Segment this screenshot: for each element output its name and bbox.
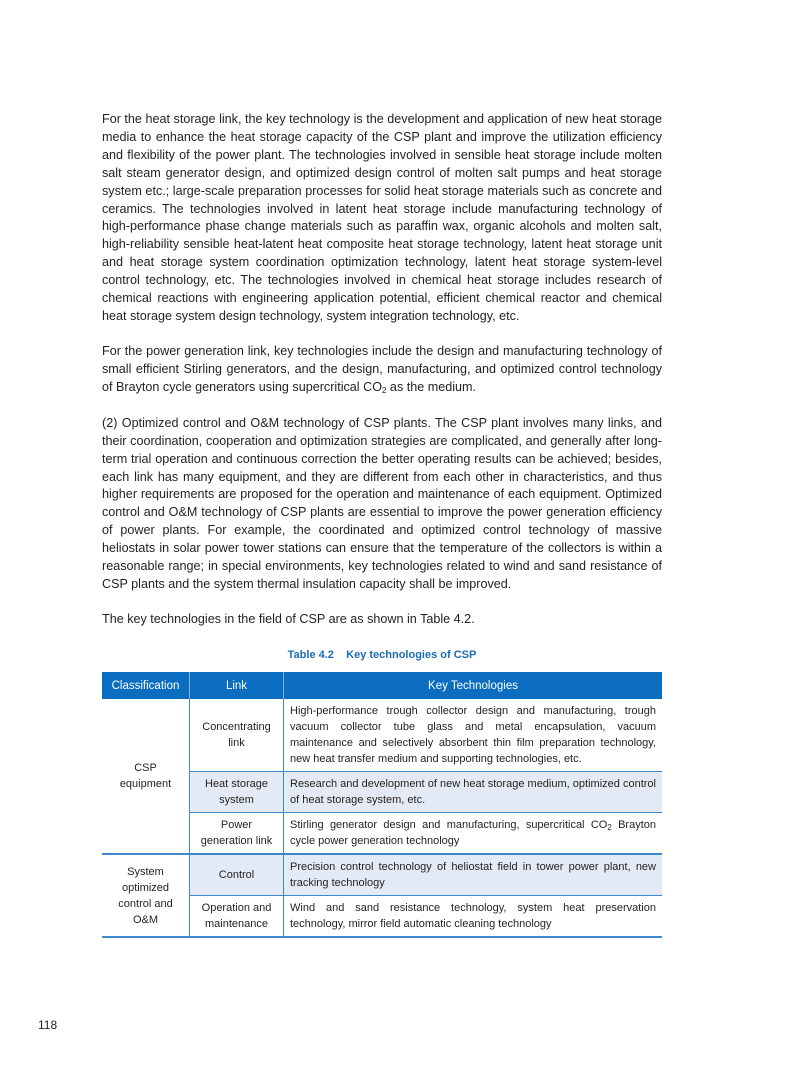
key-technologies-table <box>102 672 662 938</box>
tech-cell: Wind and sand resistance technology, system heat preservation technology, mirror field automatic cleaning technology <box>284 896 663 938</box>
page-number: 118 <box>38 1018 58 1032</box>
header-link: Link <box>190 672 284 699</box>
header-key-technologies: Key Technologies <box>284 672 663 699</box>
link-cell: Concentrating link <box>190 699 284 772</box>
subscript: 2 <box>381 386 387 396</box>
tech-cell: High-performance trough collector design and manufacturing, trough vacuum collector tube glass and metal encapsulation, vacuum maintenance and selectively absorbent thin film preparation technology, new heat transfer medium and supporting technologies, etc. <box>284 699 663 772</box>
page-content <box>102 111 662 938</box>
table-caption: Table 4.2 Key technologies of CSP <box>287 649 477 662</box>
paragraph-optimized-control: (2) Optimized control and O&M technology of CSP plants. The CSP plant involves many links, and their coordination, cooperation and optimization strategies are complicated, and generally after long-term trial operation and continuous correction the better operating results can be achieved; besides, each link has many equipment, and they are different from each other in characteristics, and thus higher requirements are proposed for the operation and maintenance of each equipment. Optimized control and O&M technology of CSP plants are essential to improve the power generation efficiency of power plants. For example, the coordinated and optimized control technology of massive heliostats in solar power tower stations can ensure that the temperature of the collectors is within a reasonable range; in special environments, key technologies related to wind and sand resistance of CSP plants and the system thermal insulation capacity shall be improved. <box>102 415 662 591</box>
classification-cell: System optimized control and O&M <box>102 854 190 937</box>
link-cell: Control <box>190 854 284 896</box>
text: as the medium. <box>386 380 477 395</box>
link-cell: Power generation link <box>190 813 284 855</box>
tech-cell: Precision control technology of heliostat field in tower power plant, new tracking technology <box>284 854 663 896</box>
paragraph-power-generation <box>102 343 662 397</box>
text: Brayton cycle power generation technology <box>290 819 657 848</box>
paragraph-table-reference: The key technologies in the field of CSP are as shown in Table 4.2. <box>102 612 475 627</box>
classification-cell: CSP equipment <box>102 699 190 854</box>
text: For the power generation link, key technologies include the design and manufacturing technology of small efficient Stirling generators, and the design, manufacturing, and optimized control technology of Brayton cycle generators using supercritical CO <box>102 344 662 395</box>
link-cell: Operation and maintenance <box>190 896 284 938</box>
tech-cell: Research and development of new heat storage medium, optimized control of heat storage system, etc. <box>284 772 663 813</box>
paragraph-heat-storage: For the heat storage link, the key technology is the development and application of new heat storage media to enhance the heat storage capacity of the CSP plant and improve the utilization efficiency and flexibility of the power plant. The technologies involved in sensible heat storage include molten salt steam generator design, and optimized design control of molten salt pumps and heat storage system etc.; large-scale preparation processes for solid heat storage materials such as concrete and ceramics. The technologies involved in latent heat storage include manufacturing technology of high-performance phase change materials such as paraffin wax, organic alcohols and molten salt, high-reliability sensible heat-latent heat composite heat storage technology, latent heat storage unit and heat storage system coordination optimization technology, latent heat storage system-level control technology, etc. The technologies involved in chemical heat storage includes research of chemical reactions with engineering application potential, efficient chemical reactor and chemical heat storage system design technology, system integration technology, etc. <box>102 112 662 323</box>
link-cell: Heat storage system <box>190 772 284 813</box>
table-header-row <box>102 672 662 699</box>
text: Stirling generator design and manufacturing, supercritical CO <box>290 819 608 832</box>
tech-cell <box>284 813 663 855</box>
subscript: 2 <box>607 823 612 833</box>
table-row <box>102 854 662 896</box>
header-classification: Classification <box>102 672 190 699</box>
table-row <box>102 699 662 772</box>
